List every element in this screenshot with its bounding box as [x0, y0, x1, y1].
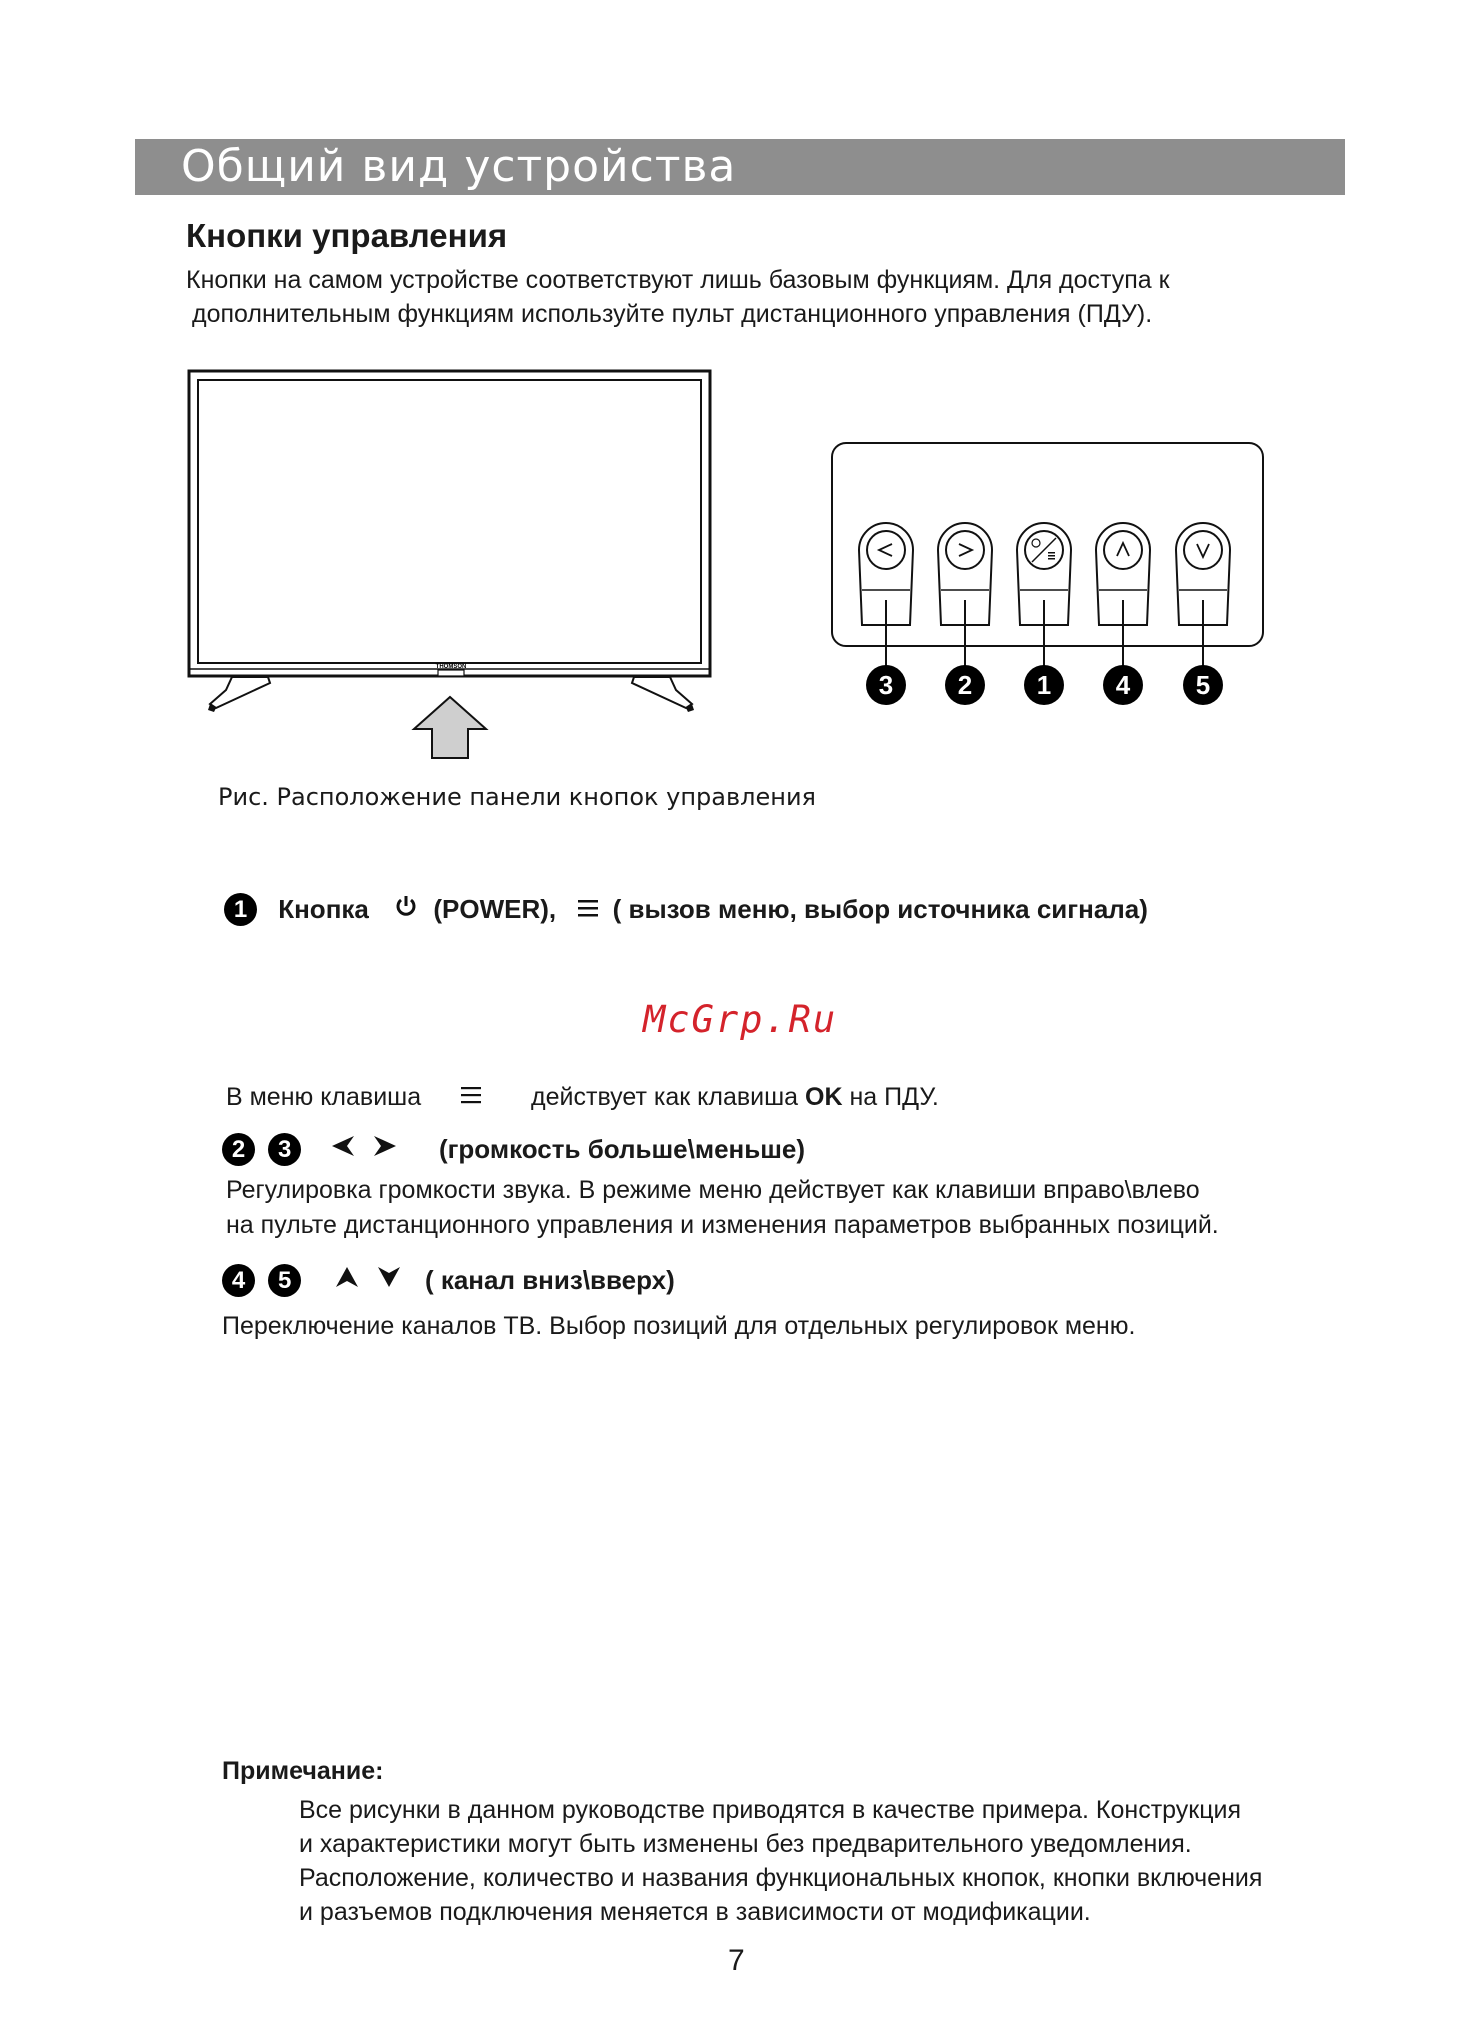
control-button-panel	[828, 440, 1268, 720]
item-description: ( вызов меню, выбор источника сигнала)	[612, 893, 1148, 924]
note-title: Примечание:	[222, 1757, 384, 1785]
page-title: Общий вид устройства	[181, 141, 737, 192]
header-banner	[135, 139, 1345, 195]
menu-note-before: В меню клавиша	[226, 1082, 422, 1111]
note-line: Расположение, количество и названия функциональных кнопок, кнопки включения	[299, 1864, 1263, 1892]
chevron-up-icon	[334, 1265, 360, 1296]
item-volume-line1: Регулировка громкости звука. В режиме меню действует как клавиши вправо\влево	[226, 1176, 1200, 1204]
tv-brand-label: THOMSON	[435, 664, 467, 670]
item-channel-line1: Переключение каналов ТВ. Выбор позиций для отдельных регулировок меню.	[222, 1312, 1136, 1340]
item-volume	[222, 1132, 805, 1166]
tv-illustration	[186, 368, 716, 718]
number-badge: 5	[268, 1264, 301, 1297]
number-badge: 2	[222, 1133, 255, 1166]
menu-icon	[577, 894, 599, 925]
power-icon	[394, 894, 418, 925]
note-line: и разъемов подключения меняется в зависимости от модификации.	[299, 1898, 1091, 1926]
section-title: Кнопки управления	[186, 217, 508, 254]
intro-text-line2: дополнительным функциям используйте пульт дистанционного управления (ПДУ).	[192, 300, 1153, 328]
power-label: (POWER),	[433, 893, 557, 924]
callout-number: 3	[878, 670, 894, 700]
item-power-menu	[224, 892, 1148, 926]
callout-number: 5	[1195, 670, 1211, 700]
figure-caption: Рис. Расположение панели кнопок управления	[218, 783, 816, 811]
chevron-left-icon	[330, 1134, 356, 1165]
number-badge: 3	[268, 1133, 301, 1166]
chevron-down-icon	[376, 1265, 402, 1296]
menu-note-after: действует как клавиша	[531, 1082, 799, 1111]
menu-icon	[460, 1083, 482, 1112]
menu-key-note	[226, 1082, 939, 1112]
item-channel	[222, 1263, 675, 1297]
item-title: (громкость больше\меньше)	[438, 1133, 806, 1164]
note-line: Все рисунки в данном руководстве приводятся в качестве примера. Конструкция	[299, 1796, 1242, 1824]
menu-note-end: на ПДУ.	[849, 1082, 939, 1111]
intro-text-line1: Кнопки на самом устройстве соответствуют лишь базовым функциям. Для доступа к	[186, 266, 1170, 294]
page-number: 7	[728, 1944, 745, 1977]
ok-label: OK	[805, 1082, 843, 1111]
watermark: McGrp.Ru	[643, 998, 838, 1041]
callout-number: 2	[957, 670, 973, 700]
callout-number: 1	[1036, 670, 1052, 700]
chevron-right-icon	[372, 1134, 398, 1165]
item-title: ( канал вниз\вверх)	[424, 1264, 675, 1295]
item-word: Кнопка	[278, 893, 369, 924]
item-volume-line2: на пульте дистанционного управления и изменения параметров выбранных позиций.	[226, 1211, 1219, 1239]
number-badge: 4	[222, 1264, 255, 1297]
callout-number: 4	[1115, 670, 1131, 700]
note-line: и характеристики могут быть изменены без предварительного уведомления.	[299, 1830, 1192, 1858]
number-badge: 1	[224, 893, 257, 926]
arrow-up-icon	[410, 695, 490, 761]
